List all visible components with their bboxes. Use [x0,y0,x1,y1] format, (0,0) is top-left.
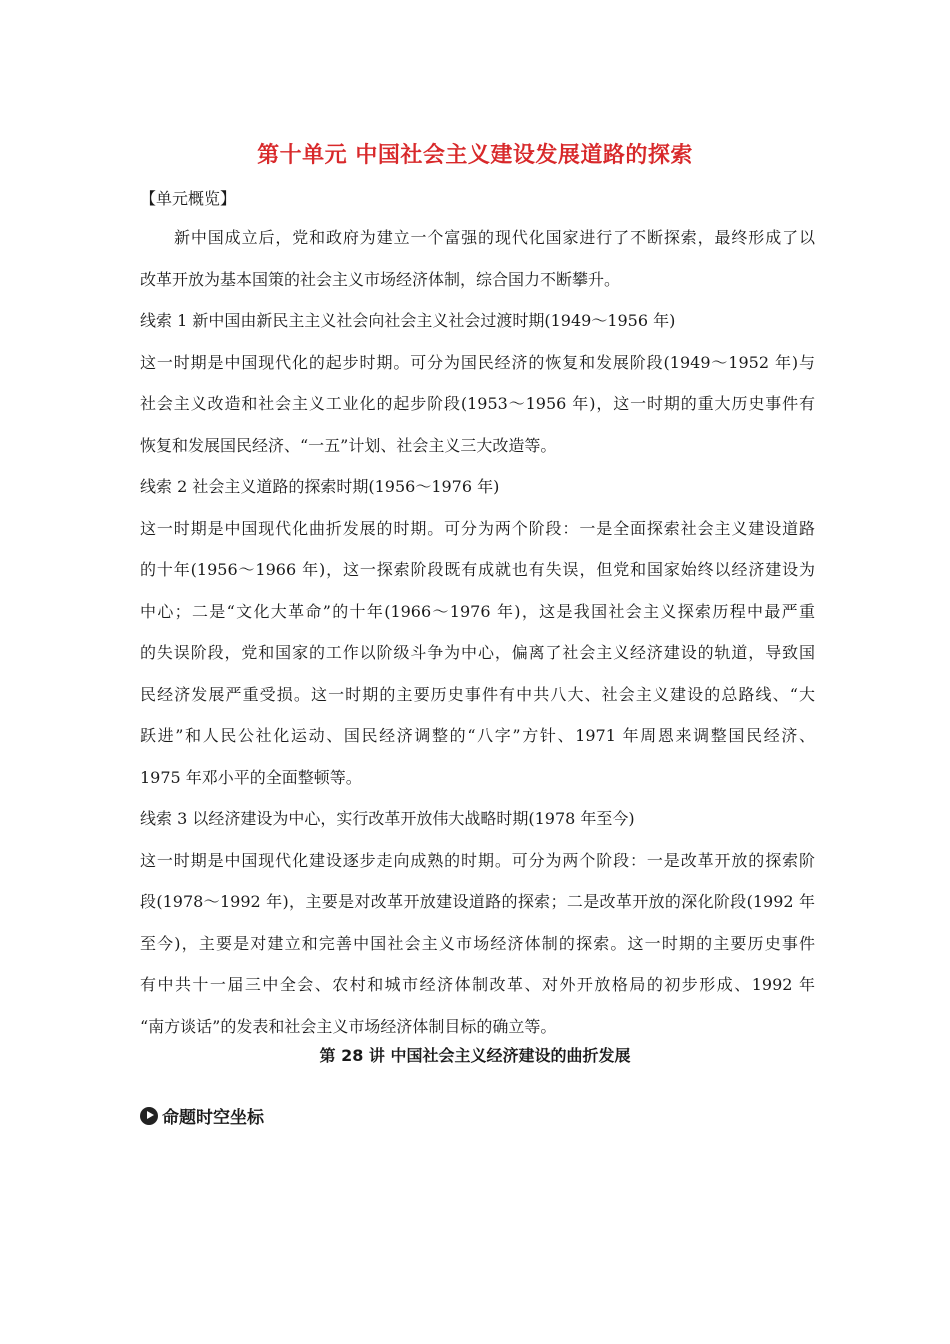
clue-2-line: 中心；二是“文化大革命”的十年(1966～1976 年)，这是我国社会主义探索历程中最严重 [140,601,815,621]
clue-2-title: 线索 2 社会主义道路的探索时期(1956～1976 年) [140,477,500,496]
section-heading-label: 命题时空坐标 [162,1108,264,1128]
lecture-title: 第 28 讲 中国社会主义经济建设的曲折发展 [319,1046,631,1065]
clue-1-line: 社会主义改造和社会主义工业化的起步阶段(1953～1956 年)，这一时期的重大历史事件有 [140,394,815,413]
clue-1-line: 恢复和发展国民经济、“一五”计划、社会主义三大改造等。 [140,435,557,455]
clue-1-title: 线索 1 新中国由新民主主义社会向社会主义社会过渡时期(1949～1956 年) [140,311,676,330]
clue-2-line: 的失误阶段，党和国家的工作以阶级斗争为中心，偏离了社会主义经济建设的轨道，导致国 [140,643,815,662]
clue-3-line: “南方谈话”的发表和社会主义市场经济体制目标的确立等。 [140,1016,557,1036]
clue-1-line: 这一时期是中国现代化的起步时期。可分为国民经济的恢复和发展阶段(1949～1952 年)与 [140,352,815,372]
play-circle-icon [140,1107,158,1125]
clue-3-title: 线索 3 以经济建设为中心，实行改革开放伟大战略时期(1978 年至今) [140,809,635,828]
overview-heading: 【单元概览】 [140,189,237,208]
clue-2-line: 的十年(1956～1966 年)，这一探索阶段既有成就也有失误，但党和国家始终以经济建设为 [140,560,815,579]
section-heading [140,1103,264,1128]
clue-2-line: 跃进”和人民公社化运动、国民经济调整的“八字”方针、1971 年周恩来调整国民经济、 [140,726,815,745]
clue-3-line: 有中共十一届三中全会、农村和城市经济体制改革、对外开放格局的初步形成、1992 年 [140,975,815,994]
clue-2-line: 这一时期是中国现代化曲折发展的时期。可分为两个阶段：一是全面探索社会主义建设道路 [140,518,815,538]
unit-overview-body [140,180,815,1047]
clue-3-line: 段(1978～1992 年)，主要是对改革开放建设道路的探索；二是改革开放的深化阶段(1992 年 [140,892,815,911]
overview-paragraph-line: 改革开放为基本国策的社会主义市场经济体制，综合国力不断攀升。 [140,269,621,289]
clue-2-line: 1975 年邓小平的全面整顿等。 [140,767,362,787]
clue-2-line: 民经济发展严重受损。这一时期的主要历史事件有中共八大、社会主义建设的总路线、“大 [140,684,815,704]
unit-title: 第十单元 中国社会主义建设发展道路的探索 [257,143,693,168]
overview-paragraph-line: 新中国成立后，党和政府为建立一个富强的现代化国家进行了不断探索，最终形成了以 [174,228,815,247]
clue-3-line: 这一时期是中国现代化建设逐步走向成熟的时期。可分为两个阶段：一是改革开放的探索阶 [140,850,815,870]
clue-3-line: 至今)，主要是对建立和完善中国社会主义市场经济体制的探索。这一时期的主要历史事件 [140,933,815,953]
